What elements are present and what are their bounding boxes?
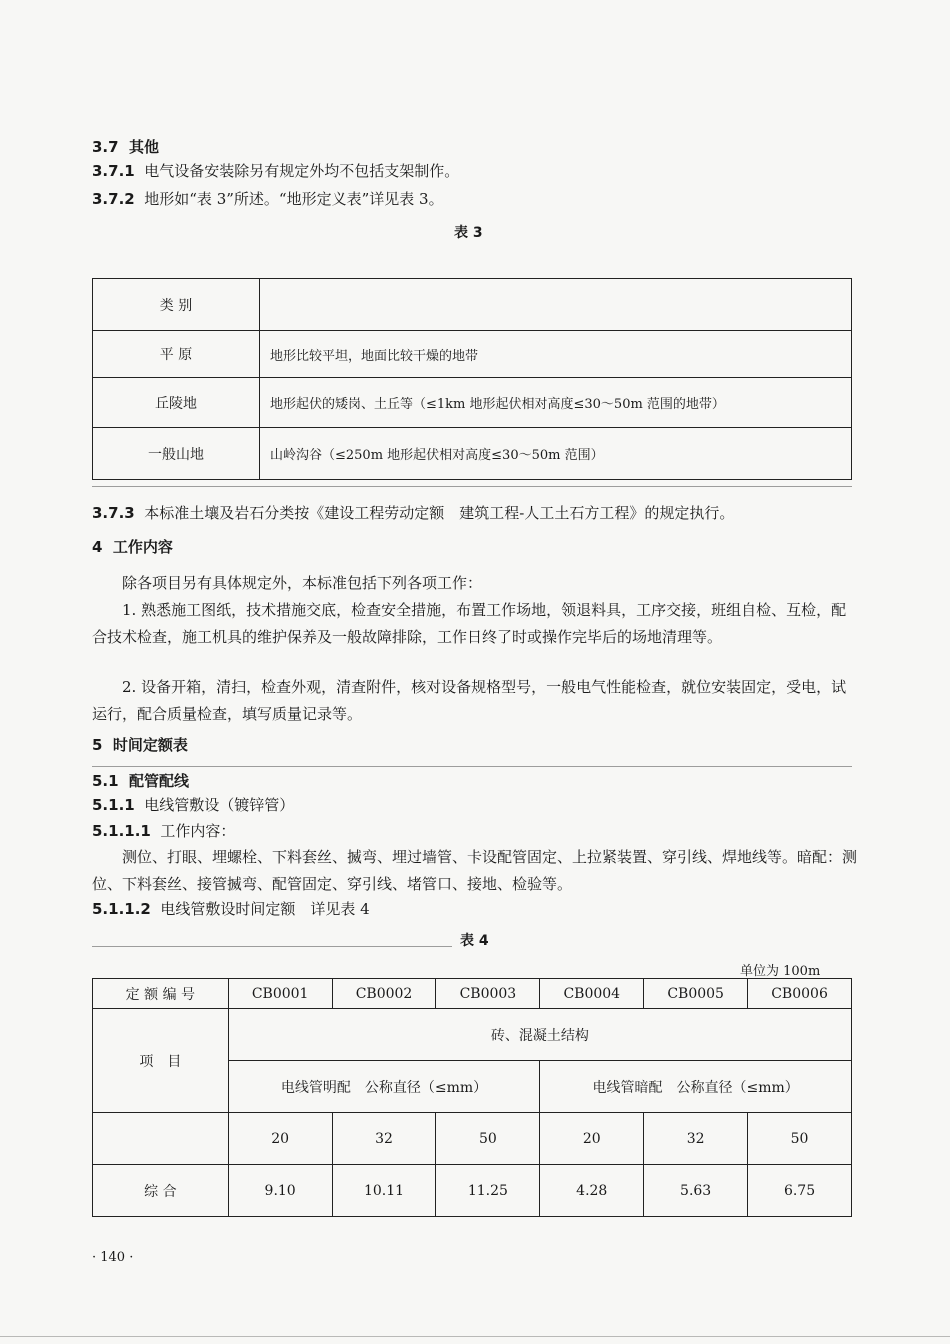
table-row [93, 331, 852, 378]
table-3-caption: 表 3 [454, 225, 483, 241]
code-cell: CB0003 [436, 979, 540, 1009]
table-4-unit: 单位为 100m [740, 964, 821, 979]
section-5-1-1-1: 5.1.1.1 工作内容： [92, 822, 236, 840]
group-surface: 电线管明配 公称直径（≤mm） [228, 1061, 540, 1113]
section-3-7-3: 3.7.3 本标准土壤及岩石分类按《建设工程劳动定额 建筑工程-人工土石方工程》的规定执行。 [92, 504, 735, 522]
terrain-type: 平 原 [93, 331, 260, 378]
group-concealed: 电线管暗配 公称直径（≤mm） [540, 1061, 852, 1113]
item-label: 项 目 [93, 1009, 229, 1113]
table-3-header-definition [260, 279, 852, 331]
table-4 [92, 978, 852, 1217]
scan-line [0, 1336, 950, 1337]
section-4-heading: 4 工作内容 [92, 538, 173, 556]
terrain-type: 丘陵地 [93, 378, 260, 428]
table-row [93, 1165, 852, 1217]
section-5-1-1-2: 5.1.1.2 电线管敷设时间定额 详见表 4 [92, 900, 370, 918]
blank-cell [93, 1113, 229, 1165]
total-cell: 11.25 [436, 1165, 540, 1217]
terrain-definition: 地形起伏的矮岗、土丘等（≤1km 地形起伏相对高度≤30～50m 范围的地带） [260, 378, 852, 428]
table-row [93, 1113, 852, 1165]
scan-line [92, 486, 852, 487]
work-intro: 除各项目另有具体规定外，本标准包括下列各项工作： [122, 574, 483, 592]
diameter-cell: 32 [332, 1113, 436, 1165]
code-cell: CB0004 [540, 979, 644, 1009]
table-3-header-type: 类 别 [93, 279, 260, 331]
structure-label: 砖、混凝土结构 [228, 1009, 851, 1061]
section-5-heading: 5 时间定额表 [92, 736, 188, 754]
work-item-1: 1. 熟悉施工图纸，技术措施交底，检查安全措施，布置工作场地，领退料具，工序交接，班组自检、互检，配合技术检查，施工机具的维护保养及一般故障排除，工作日终了时或操作完毕后的场地清理等。 [92, 601, 847, 646]
total-cell: 9.10 [228, 1165, 332, 1217]
terrain-definition: 地形比较平坦，地面比较干燥的地带 [260, 331, 852, 378]
work-item-2: 2. 设备开箱，清扫，检查外观，清查附件，核对设备规格型号，一般电气性能检查，就位安装固定，受电，试运行，配合质量检查，填写质量记录等。 [92, 678, 847, 723]
section-3-7-heading: 3.7 其他 [92, 138, 160, 156]
section-3-7-2: 3.7.2 地形如“表 3”所述。“地形定义表”详见表 3。 [92, 190, 444, 208]
diameter-cell: 50 [748, 1113, 852, 1165]
diameter-cell: 20 [540, 1113, 644, 1165]
table-row [93, 279, 852, 331]
terrain-definition: 山岭沟谷（≤250m 地形起伏相对高度≤30～50m 范围） [260, 428, 852, 480]
scan-line [92, 766, 852, 767]
code-cell: CB0001 [228, 979, 332, 1009]
table-row [93, 378, 852, 428]
table-row [93, 1009, 852, 1061]
diameter-cell: 50 [436, 1113, 540, 1165]
section-3-7-1: 3.7.1 电气设备安装除另有规定外均不包括支架制作。 [92, 162, 460, 180]
total-cell: 6.75 [748, 1165, 852, 1217]
table-row [93, 979, 852, 1009]
code-cell: CB0002 [332, 979, 436, 1009]
table-4-caption: 表 4 [460, 933, 489, 949]
work-content-text: 测位、打眼、埋螺栓、下料套丝、揻弯、埋过墙管、卡设配管固定、上拉紧装置、穿引线、焊地线等。暗配：测位、下料套丝、接管揻弯、配管固定、穿引线、堵管口、接地、检验等。 [92, 848, 858, 893]
diameter-cell: 32 [644, 1113, 748, 1165]
page-number: · 140 · [92, 1250, 134, 1265]
section-5-1-heading: 5.1 配管配线 [92, 772, 190, 790]
terrain-type: 一般山地 [93, 428, 260, 480]
scan-line [92, 946, 452, 947]
code-cell: CB0006 [748, 979, 852, 1009]
table-row [93, 428, 852, 480]
total-cell: 4.28 [540, 1165, 644, 1217]
code-cell: CB0005 [644, 979, 748, 1009]
diameter-cell: 20 [228, 1113, 332, 1165]
total-cell: 5.63 [644, 1165, 748, 1217]
total-label: 综 合 [93, 1165, 229, 1217]
section-5-1-1: 5.1.1 电线管敷设（镀锌管） [92, 796, 295, 814]
code-label: 定 额 编 号 [93, 979, 229, 1009]
table-3 [92, 278, 852, 480]
total-cell: 10.11 [332, 1165, 436, 1217]
